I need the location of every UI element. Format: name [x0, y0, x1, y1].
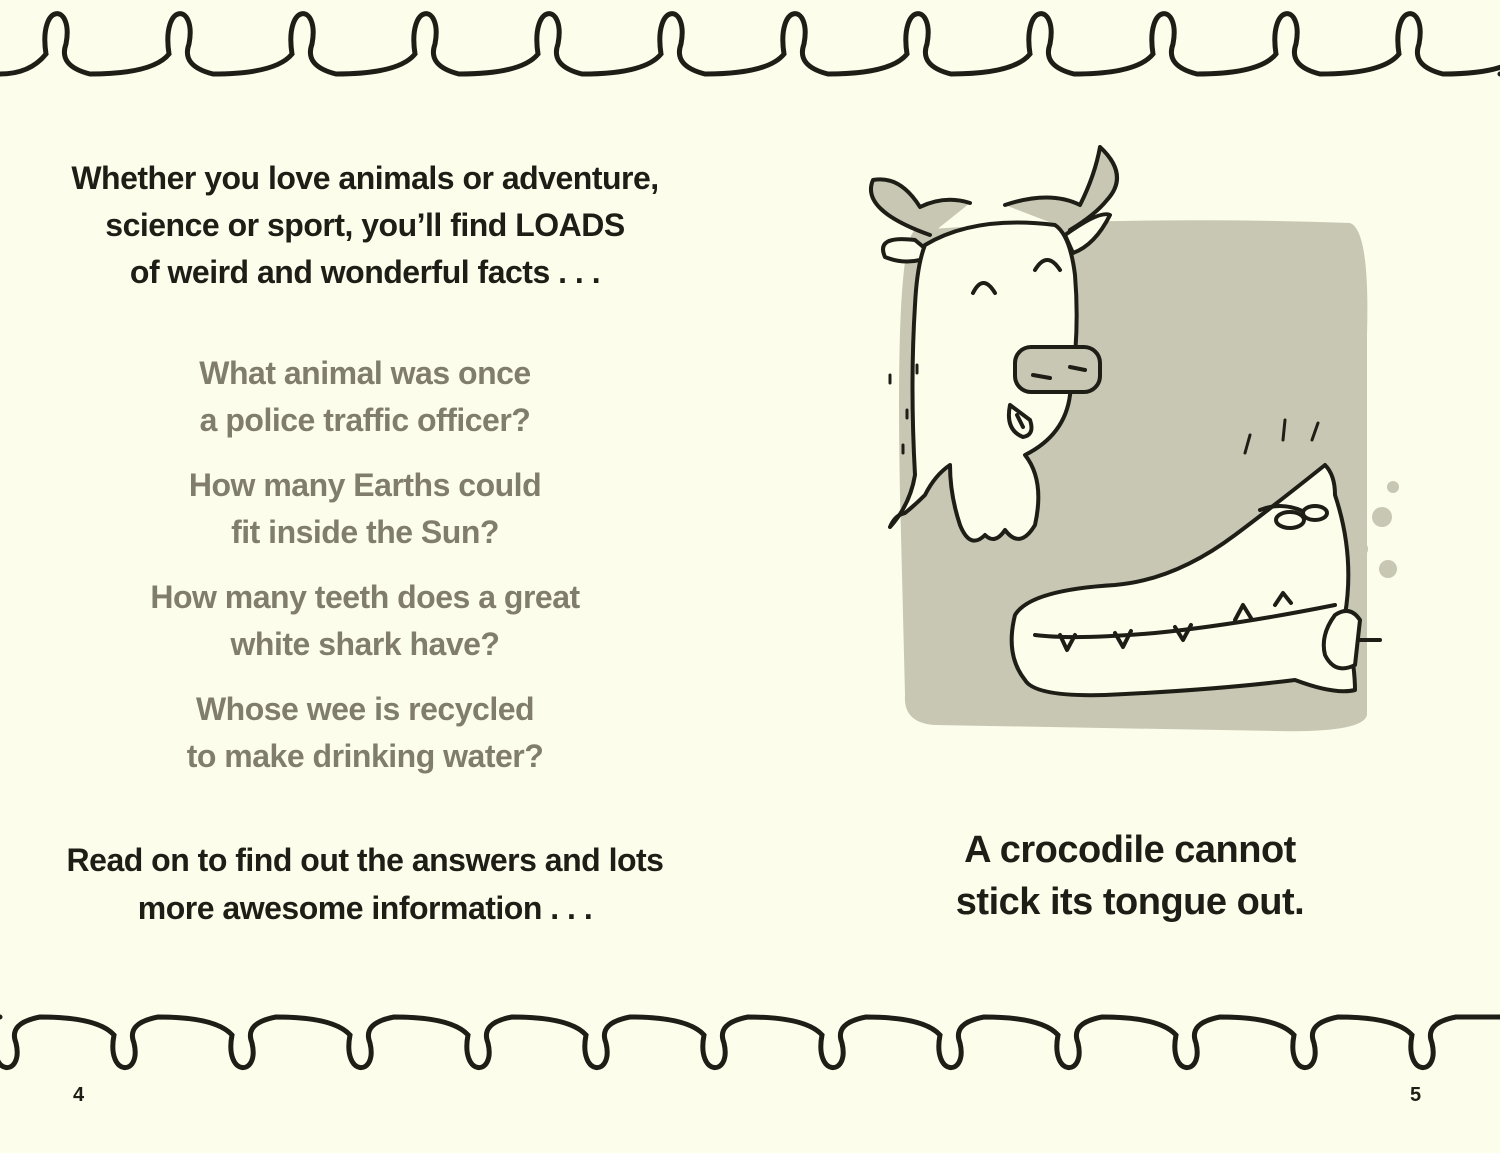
intro-line: science or sport, you’ll find LOADS	[105, 207, 625, 243]
top-loop-border	[0, 0, 1500, 100]
question-list	[100, 350, 630, 798]
outro-line: Read on to find out the answers and lots	[66, 842, 664, 878]
question-line: a police traffic officer?	[199, 402, 531, 438]
outro-line: more awesome information . . .	[137, 890, 593, 926]
question-line: to make drinking water?	[186, 738, 544, 774]
intro-text	[40, 155, 690, 296]
question-line: white shark have?	[230, 626, 500, 662]
fact-text	[850, 824, 1410, 928]
intro-line: of weird and wonderful facts . . .	[129, 254, 601, 290]
question-item	[100, 686, 630, 780]
goat-and-crocodile-illustration	[855, 135, 1415, 745]
page-number-right: 5	[1410, 1084, 1422, 1106]
question-line: fit inside the Sun?	[231, 514, 499, 550]
outro-text	[40, 836, 690, 932]
intro-line: Whether you love animals or adventure,	[71, 160, 659, 196]
question-line: How many Earths could	[188, 467, 542, 503]
question-item	[100, 350, 630, 444]
fact-line: stick its tongue out.	[955, 881, 1305, 923]
question-line: What animal was once	[199, 355, 531, 391]
question-item	[100, 462, 630, 556]
bottom-loop-border	[0, 995, 1500, 1085]
page-number-left: 4	[73, 1084, 85, 1106]
fact-line: A crocodile cannot	[964, 829, 1296, 871]
question-line: Whose wee is recycled	[195, 691, 535, 727]
question-item	[100, 574, 630, 668]
question-line: How many teeth does a great	[150, 579, 580, 615]
